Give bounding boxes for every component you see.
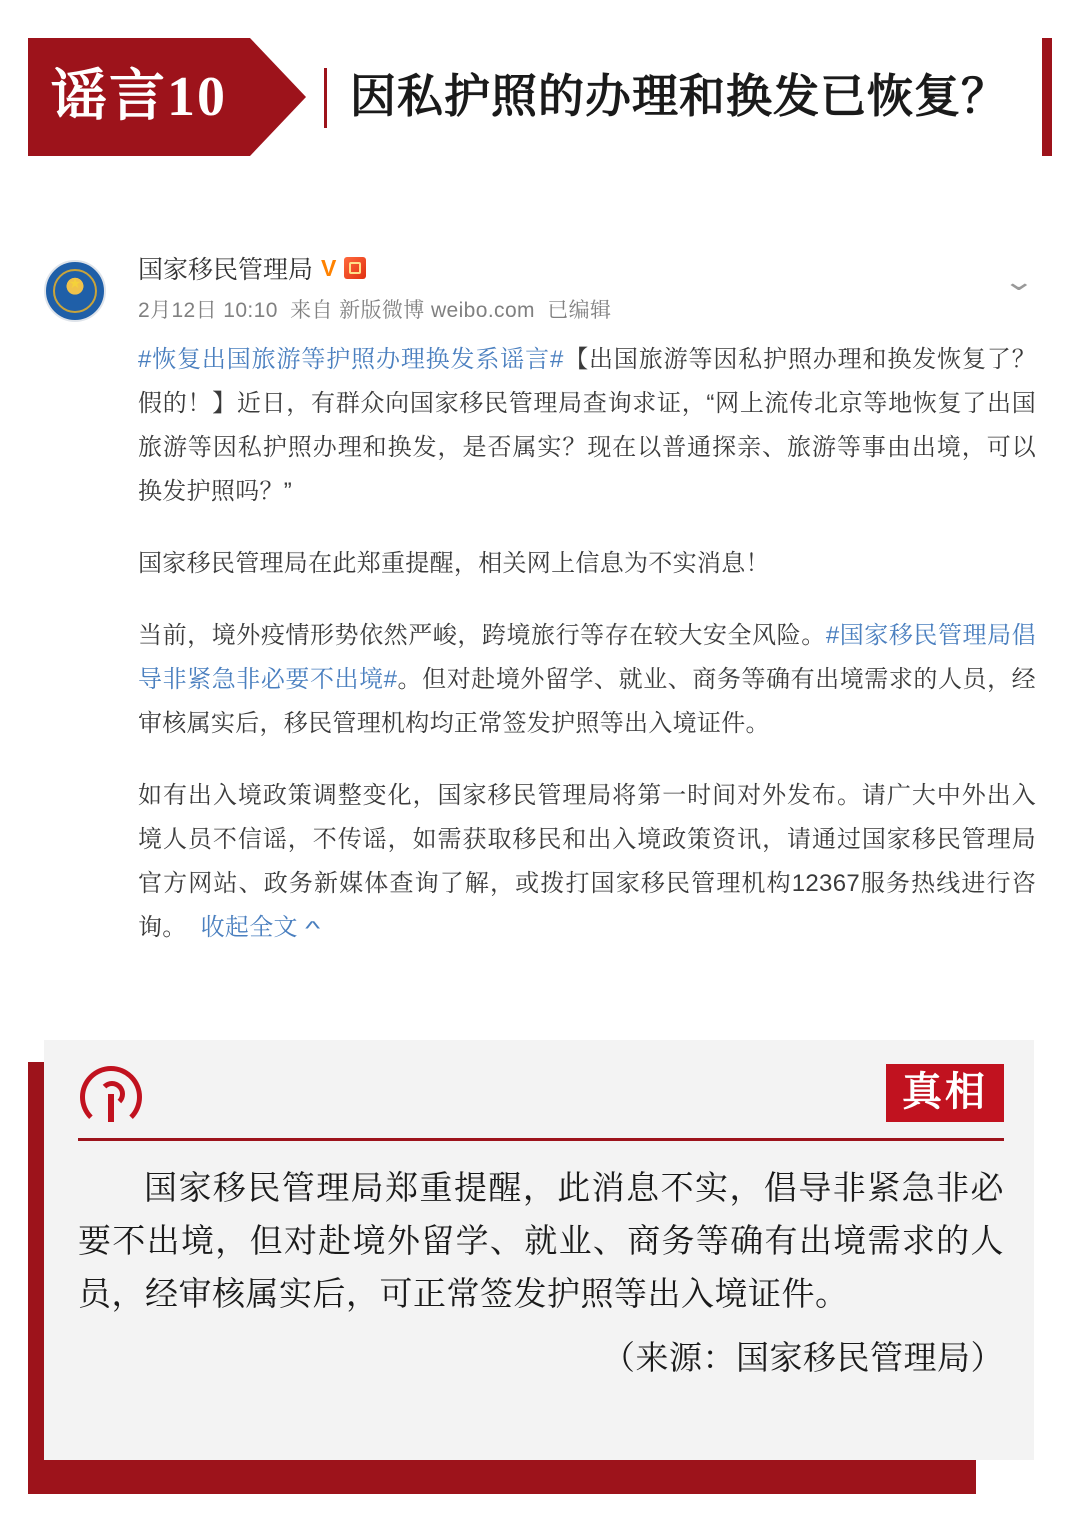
post-edited-flag: 已编辑 <box>547 299 612 322</box>
post-source[interactable]: 来自 新版微博 weibo.com <box>290 299 535 322</box>
post-body <box>138 252 1036 951</box>
chevron-up-icon[interactable]: ^ <box>304 918 321 940</box>
post-paragraph-4 <box>138 774 1036 951</box>
post-author-name[interactable]: 国家移民管理局 <box>138 256 314 284</box>
collapse-text-button[interactable]: 收起全文 <box>200 914 298 941</box>
avatar[interactable] <box>44 260 106 322</box>
hashtag-link-1[interactable]: #恢复出国旅游等护照办理换发系谣言# <box>138 346 564 373</box>
rumor-tag-arrow-icon <box>250 38 306 156</box>
fact-check-logo-icon <box>80 1066 142 1128</box>
weibo-post-card <box>44 252 1036 951</box>
membership-badge-icon <box>344 257 366 279</box>
chevron-down-icon[interactable]: ⌄ <box>1002 266 1036 296</box>
truth-box-inner <box>78 1062 1004 1436</box>
post-author-row <box>138 252 1036 284</box>
header-banner <box>28 38 1052 156</box>
truth-box <box>44 1040 1034 1460</box>
post-timestamp: 2月12日 10:10 <box>138 299 278 322</box>
header-divider <box>324 68 327 128</box>
avatar-emblem-icon <box>53 269 97 313</box>
page-title: 因私护照的办理和换发已恢复？ <box>350 71 1008 122</box>
post-paragraph-4-text: 如有出入境政策调整变化，国家移民管理局将第一时间对外发布。请广大中外出入境人员不信谣，不传谣，如需获取移民和出入境政策资讯，请通过国家移民管理局官方网站、政务新媒体查询了解，或拨打国家移民管理机构12367服务热线进行咨询。 <box>138 782 1036 941</box>
verified-badge-icon: V <box>321 254 337 281</box>
post-paragraph-3-pre: 当前，境外疫情形势依然严峻，跨境旅行等存在较大安全风险。 <box>138 622 826 649</box>
truth-body-text: 国家移民管理局郑重提醒，此消息不实，倡导非紧急非必要不出境，但对赴境外留学、就业、商务等确有出境需求的人员，经审核属实后，可正常签发护照等出入境证件。 <box>78 1171 1004 1313</box>
header-right-bar <box>1042 38 1052 156</box>
rumor-tag-label: 谣言10 <box>51 66 227 128</box>
post-paragraph-2: 国家移民管理局在此郑重提醒，相关网上信息为不实消息！ <box>138 550 770 577</box>
post-paragraph-1-rest: 【出国旅游等因私护照办理和换发恢复了？假的！】近日，有群众向国家移民管理局查询求证，“网上流传北京等地恢复了出国旅游等因私护照办理和换发，是否属实？现在以普通探亲、旅游等事由出境，可以换发护照吗？” <box>138 346 1036 505</box>
avatar-star-icon: ★ <box>68 275 82 291</box>
hashtag-link-2[interactable]: #国家移民管理局倡导非紧急非必要不出境# <box>138 622 1036 693</box>
post-paragraph-3 <box>138 614 1036 746</box>
truth-box-header <box>78 1062 1004 1141</box>
post-paragraph-3-post: 。但对赴境外留学、就业、商务等确有出境需求的人员，经审核属实后，移民管理机构均正常签发护照等出入境证件。 <box>138 666 1036 737</box>
post-meta <box>138 294 1036 324</box>
post-text <box>138 338 1036 951</box>
truth-label-badge: 真相 <box>886 1064 1004 1122</box>
post-paragraph-1 <box>138 338 1036 514</box>
truth-source-text: （来源：国家移民管理局） <box>602 1341 1004 1377</box>
